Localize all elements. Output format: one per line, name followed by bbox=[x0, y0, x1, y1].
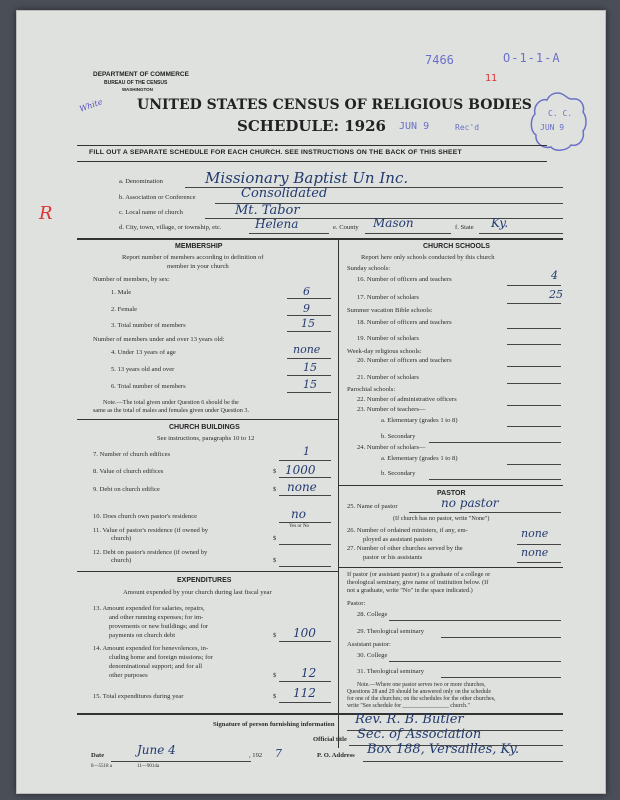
q3-label: 3. Total number of members bbox=[111, 322, 186, 329]
county-value[interactable]: Mason bbox=[373, 216, 414, 230]
q11-dollar: $ bbox=[273, 535, 277, 542]
membership-note-1: Note.—The total given under Question 6 should be the bbox=[103, 399, 239, 406]
q20-label: 20. Number of officers and teachers bbox=[357, 357, 452, 364]
red-mark: 11 bbox=[485, 73, 498, 84]
q14-value[interactable]: 12 bbox=[301, 666, 317, 680]
q2-value[interactable]: 9 bbox=[303, 302, 310, 315]
q9-dollar: $ bbox=[273, 486, 277, 493]
q23b-label: b. Secondary bbox=[381, 433, 416, 440]
q18-label: 18. Number of officers and teachers bbox=[357, 319, 452, 326]
q3-value[interactable]: 15 bbox=[301, 317, 315, 330]
q14-line-2: cluding home and foreign missions; for bbox=[109, 654, 213, 661]
age-label: Number of members under and over 13 years old: bbox=[93, 336, 225, 343]
cc-date: JUN 9 bbox=[540, 123, 565, 132]
expenditures-sub: Amount expended by your church during last fiscal year bbox=[123, 589, 272, 596]
q13-line-1: 13. Amount expended for salaries, repairs, bbox=[93, 605, 205, 612]
denomination-label: a. Denomination bbox=[119, 178, 163, 185]
q29-label: 29. Theological seminary bbox=[357, 628, 425, 635]
q17-value[interactable]: 25 bbox=[549, 288, 563, 301]
q25-value[interactable]: no pastor bbox=[441, 496, 499, 510]
pastor-title: PASTOR bbox=[437, 490, 466, 497]
q9-label: 9. Debt on church edifice bbox=[93, 486, 160, 493]
q12-label-1: 12. Debt on pastor's residence (if owned by bbox=[93, 549, 208, 556]
grad-note-2: theological seminary, give name of institution below. (If bbox=[347, 579, 489, 586]
cc-label: C. C. bbox=[548, 109, 573, 118]
schedule-title: SCHEDULE: 1926 bbox=[237, 117, 386, 135]
local-name-label: c. Local name of church bbox=[119, 209, 183, 216]
year-prefix: , 192 bbox=[249, 752, 263, 759]
buildings-sub: See instructions, paragraphs 10 to 12 bbox=[157, 435, 255, 442]
signature-value[interactable]: Rev. R. B. Butler bbox=[355, 712, 464, 727]
q12-label-2: church) bbox=[111, 557, 132, 564]
q14-dollar: $ bbox=[273, 672, 277, 679]
assistant-label: Assistant pastor: bbox=[347, 641, 391, 648]
local-name-value[interactable]: Mt. Tabor bbox=[235, 203, 300, 218]
q1-value[interactable]: 6 bbox=[303, 285, 310, 298]
parochial-label: Parochial schools: bbox=[347, 386, 396, 393]
association-value[interactable]: Consolidated bbox=[241, 186, 328, 201]
q13-value[interactable]: 100 bbox=[293, 626, 316, 640]
q26-value[interactable]: none bbox=[521, 527, 549, 540]
q15-value[interactable]: 112 bbox=[293, 686, 316, 700]
department-label: DEPARTMENT OF COMMERCE bbox=[93, 71, 189, 78]
q19-label: 19. Number of scholars bbox=[357, 335, 419, 342]
q7-label: 7. Number of church edifices bbox=[93, 451, 171, 458]
sunday-label: Sunday schools: bbox=[347, 265, 391, 272]
association-label: b. Association or Conference bbox=[119, 194, 196, 201]
q25-note: (If church has no pastor, write "None") bbox=[393, 515, 490, 522]
q27-line-2: pastor or his assistants bbox=[363, 554, 423, 561]
official-title-value[interactable]: Sec. of Association bbox=[357, 727, 482, 742]
pastor-note-2: Questions 28 and 29 should be answered only on the schedule bbox=[347, 689, 491, 695]
buildings-title: CHURCH BUILDINGS bbox=[169, 424, 240, 431]
po-address-label: P. O. Address bbox=[317, 752, 355, 759]
form-code-2: 11—9014a bbox=[137, 764, 160, 769]
weekday-label: Week-day religious schools: bbox=[347, 348, 422, 355]
q8-value[interactable]: 1000 bbox=[285, 463, 316, 477]
q1-label: 1. Male bbox=[111, 289, 132, 296]
q10-label: 10. Does church own pastor's residence bbox=[93, 513, 198, 520]
q9-value[interactable]: none bbox=[287, 480, 317, 494]
state-value[interactable]: Ky. bbox=[491, 216, 509, 230]
pastor-note-3: for one of the churches; on the schedules for the other churches, bbox=[347, 696, 496, 702]
q23a-label: a. Elementary (grades 1 to 8) bbox=[381, 417, 458, 424]
q10-value[interactable]: no bbox=[291, 507, 306, 521]
q16-value[interactable]: 4 bbox=[551, 269, 558, 282]
expenditures-title: EXPENDITURES bbox=[177, 577, 232, 584]
state-label: f. State bbox=[455, 224, 474, 231]
q13-dollar: $ bbox=[273, 632, 277, 639]
q8-dollar: $ bbox=[273, 468, 277, 475]
q31-label: 31. Theological seminary bbox=[357, 668, 425, 675]
q5-label: 5. 13 years old and over bbox=[111, 366, 175, 373]
q11-label-2: church) bbox=[111, 535, 132, 542]
q14-line-1: 14. Amount expended for benevolences, in- bbox=[93, 645, 209, 652]
q6-value[interactable]: 15 bbox=[303, 378, 317, 391]
date-label: Date bbox=[91, 752, 105, 759]
denomination-value[interactable]: Missionary Baptist Un Inc. bbox=[205, 169, 409, 187]
year-value[interactable]: 7 bbox=[275, 747, 282, 760]
membership-note-2: same as the total of males and females given under Question 3. bbox=[93, 407, 250, 414]
membership-sub2: member in your church bbox=[167, 263, 229, 270]
serial-number-stamp: 7466 bbox=[425, 53, 454, 67]
washington-label: WASHINGTON bbox=[122, 87, 153, 92]
q15-label: 15. Total expenditures during year bbox=[93, 693, 184, 700]
q7-value[interactable]: 1 bbox=[303, 445, 310, 458]
q23-label: 23. Number of teachers— bbox=[357, 406, 426, 413]
q11-label-1: 11. Value of pastor's residence (if owned by bbox=[93, 527, 209, 534]
white-note: White bbox=[78, 97, 104, 114]
q27-value[interactable]: none bbox=[521, 546, 549, 559]
city-value[interactable]: Helena bbox=[255, 217, 299, 231]
q4-label: 4. Under 13 years of age bbox=[111, 349, 176, 356]
q16-label: 16. Number of officers and teachers bbox=[357, 276, 452, 283]
q22-label: 22. Number of administrative officers bbox=[357, 396, 457, 403]
pastor-note-1: Note.—Where one pastor serves two or more churches, bbox=[357, 682, 486, 688]
r-mark: R bbox=[39, 203, 53, 224]
membership-title: MEMBERSHIP bbox=[175, 243, 223, 250]
q14-line-4: other purposes bbox=[109, 672, 148, 679]
date-value[interactable]: June 4 bbox=[137, 743, 176, 757]
q28-label: 28. College bbox=[357, 611, 388, 618]
received-date-stamp: JUN 9 bbox=[399, 121, 430, 132]
q24-label: 24. Number of scholars— bbox=[357, 444, 426, 451]
po-address-value[interactable]: Box 188, Versailles, Ky. bbox=[367, 742, 520, 757]
schools-sub: Report here only schools conducted by this church bbox=[361, 254, 495, 261]
received-label-stamp: Rec'd bbox=[455, 123, 480, 132]
q30-label: 30. College bbox=[357, 652, 388, 659]
q26-line-1: 26. Number of ordained ministers, if any, em- bbox=[347, 527, 468, 534]
q24a-label: a. Elementary (grades 1 to 8) bbox=[381, 455, 458, 462]
yes-no-hint: Yes or No bbox=[289, 524, 310, 529]
q21-label: 21. Number of scholars bbox=[357, 374, 419, 381]
q13-line-3: provements or new buildings; and for bbox=[109, 623, 209, 630]
q14-line-3: denominational support; and for all bbox=[109, 663, 203, 670]
document-title: UNITED STATES CENSUS OF RELIGIOUS BODIES bbox=[137, 97, 532, 113]
pastor-label: Pastor: bbox=[347, 600, 366, 607]
schools-title: CHURCH SCHOOLS bbox=[423, 243, 490, 250]
q17-label: 17. Number of scholars bbox=[357, 294, 419, 301]
q13-line-2: and other running expenses; for im- bbox=[109, 614, 204, 621]
form-code-1: 8—5518 a bbox=[91, 764, 112, 769]
q12-dollar: $ bbox=[273, 557, 277, 564]
summer-label: Summer vacation Bible schools: bbox=[347, 307, 433, 314]
q5-value[interactable]: 15 bbox=[303, 361, 317, 374]
membership-sub1: Report number of members according to definition of bbox=[122, 254, 264, 261]
bureau-label: BUREAU OF THE CENSUS bbox=[104, 80, 168, 86]
q25-label: 25. Name of pastor bbox=[347, 503, 398, 510]
signature-label: Signature of person furnishing information bbox=[213, 721, 335, 728]
q24b-label: b. Secondary bbox=[381, 470, 416, 477]
q13-line-4: payments on church debt bbox=[109, 632, 176, 639]
q6-label: 6. Total number of members bbox=[111, 383, 186, 390]
city-label: d. City, town, village, or township, etc. bbox=[119, 224, 222, 231]
file-code-stamp: O-1-1-A bbox=[503, 51, 561, 65]
county-label: e. County bbox=[333, 224, 359, 231]
instruction-line: FILL OUT A SEPARATE SCHEDULE FOR EACH CHURCH. SEE INSTRUCTIONS ON THE BACK OF THIS SHEET bbox=[89, 149, 462, 156]
official-title-label: Official title bbox=[313, 736, 347, 743]
grad-note-1: If pastor (or assistant pastor) is a graduate of a college or bbox=[347, 571, 491, 578]
by-sex-label: Number of members, by sex: bbox=[93, 276, 170, 283]
grad-note-3: not a graduate, write "No" in the space indicated.) bbox=[347, 587, 473, 594]
q4-value[interactable]: none bbox=[293, 343, 321, 356]
pastor-note-4: write "See schedule for ________________ church." bbox=[347, 703, 470, 709]
q26-line-2: ployed as assistant pastors bbox=[363, 536, 433, 543]
q27-line-1: 27. Number of other churches served by the bbox=[347, 545, 463, 552]
q15-dollar: $ bbox=[273, 693, 277, 700]
q8-label: 8. Value of church edifices bbox=[93, 468, 164, 475]
census-schedule-document bbox=[16, 10, 606, 794]
q2-label: 2. Female bbox=[111, 306, 138, 313]
